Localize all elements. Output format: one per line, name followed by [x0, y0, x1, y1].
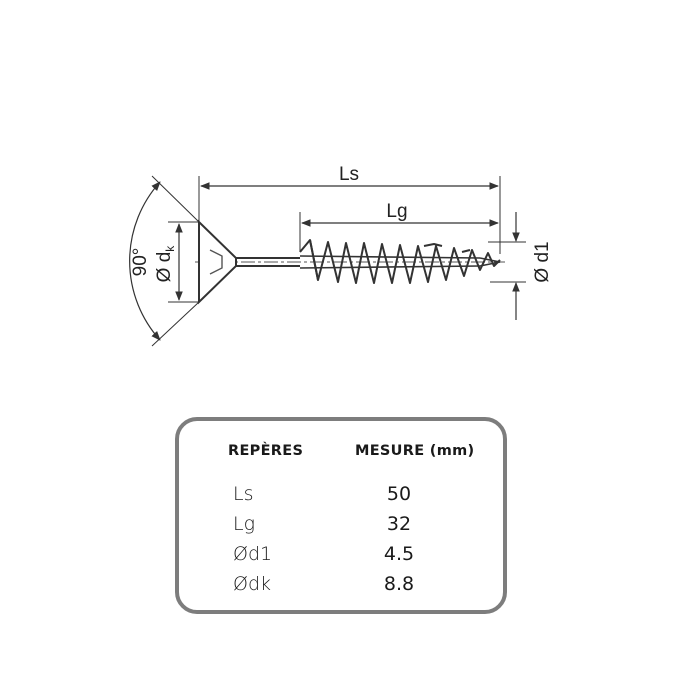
row-key: Ls: [233, 483, 254, 505]
dk-label: Ø $d_k$: [154, 245, 177, 283]
row-value: 8.8: [383, 573, 415, 595]
table-row: [179, 543, 503, 571]
d1-label: Ø d1: [532, 241, 553, 283]
angle-label: 90°: [130, 247, 151, 277]
row-key: Ødk: [233, 573, 272, 595]
table-header-key: REPÈRES: [228, 443, 304, 459]
lg-label: Lg: [386, 201, 408, 222]
row-value: 4.5: [383, 543, 415, 565]
table-row: [179, 513, 503, 541]
row-key: Lg: [233, 513, 255, 535]
row-value: 50: [386, 483, 412, 505]
screw-head: [199, 222, 236, 302]
dimensions-table: [175, 417, 507, 614]
table-row: [179, 483, 503, 511]
ls-label: Ls: [338, 164, 360, 185]
table-header-value: MESURE (mm): [355, 443, 475, 459]
row-value: 32: [386, 513, 412, 535]
table-row: [179, 573, 503, 601]
row-key: Ød1: [233, 543, 273, 565]
